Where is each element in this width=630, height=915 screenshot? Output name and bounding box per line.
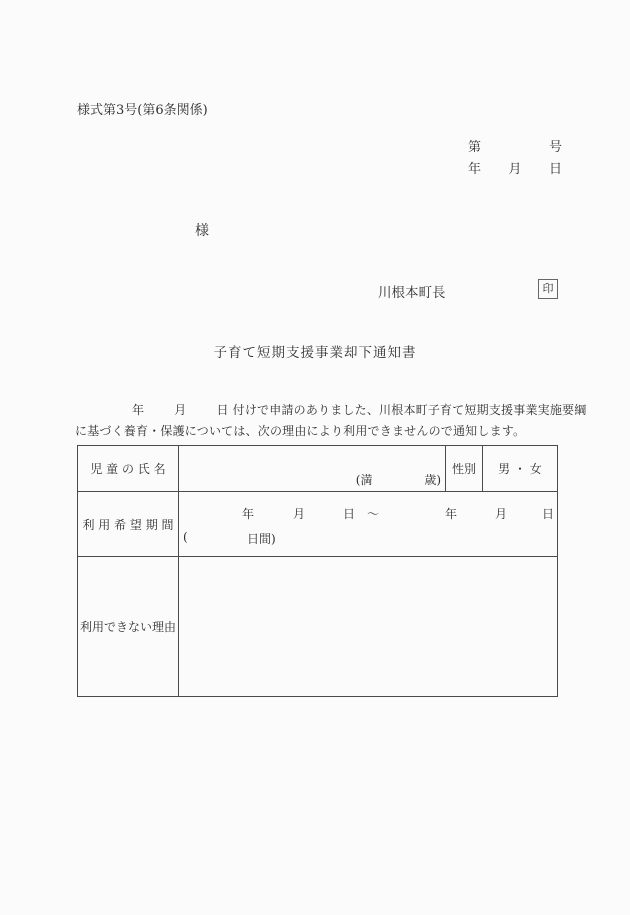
child-name-label-cell: 児 童 の 氏 名 [78,446,179,492]
period-day2-label: 日 [542,507,555,521]
body-line-2: に基づく養育・保護については、次の理由により利用できませんので通知します。 [75,423,526,438]
period-tilde: ～ [367,507,380,521]
notice-table [77,445,558,697]
doc-no-suffix: 号 [548,140,562,155]
reason-label-cell: 利用できない理由 [78,557,179,696]
period-value-cell [179,492,557,557]
date-day-label: 日 [548,162,562,177]
date-year-label: 年 [468,162,482,177]
doc-no-prefix: 第 [468,140,482,155]
period-label-cell: 利 用 希 望 期 間 [78,492,179,557]
period-month1-label: 月 [293,507,306,521]
form-number: 様式第3号(第6条関係) [77,103,208,118]
age-prefix: (満 [355,473,373,487]
document-number-line [468,136,562,155]
document-title: 子育て短期支援事業却下通知書 [213,345,417,361]
period-year2-label: 年 [445,507,458,521]
age-hint [356,471,441,488]
addressee-honorific: 様 [195,223,209,239]
child-name-value-cell [179,446,446,492]
issue-date-line [468,158,562,177]
body-line-1 [75,400,587,421]
period-day1-label: 日 [343,507,356,521]
body-year-label: 年 [132,403,145,417]
period-month2-label: 月 [495,507,508,521]
date-month-label: 月 [508,162,522,177]
body-paragraph [75,400,587,441]
reason-value-cell [179,557,446,696]
issuer-name: 川根本町長 [378,285,446,301]
sex-label-cell: 性別 [446,446,483,492]
period-days-suffix: 日間) [247,532,276,546]
period-paren-open: ( [183,530,188,544]
age-suffix: 歳) [424,473,441,487]
body-month-label: 月 [174,403,187,417]
body-day-label: 日 [216,403,229,417]
body-line1-text: 付けで申請のありました、川根本町子育て短期支援事業実施要綱 [232,403,587,417]
period-year1-label: 年 [242,507,255,521]
seal-mark: 印 [538,279,558,299]
sex-options-cell: 男 ・ 女 [483,446,557,492]
